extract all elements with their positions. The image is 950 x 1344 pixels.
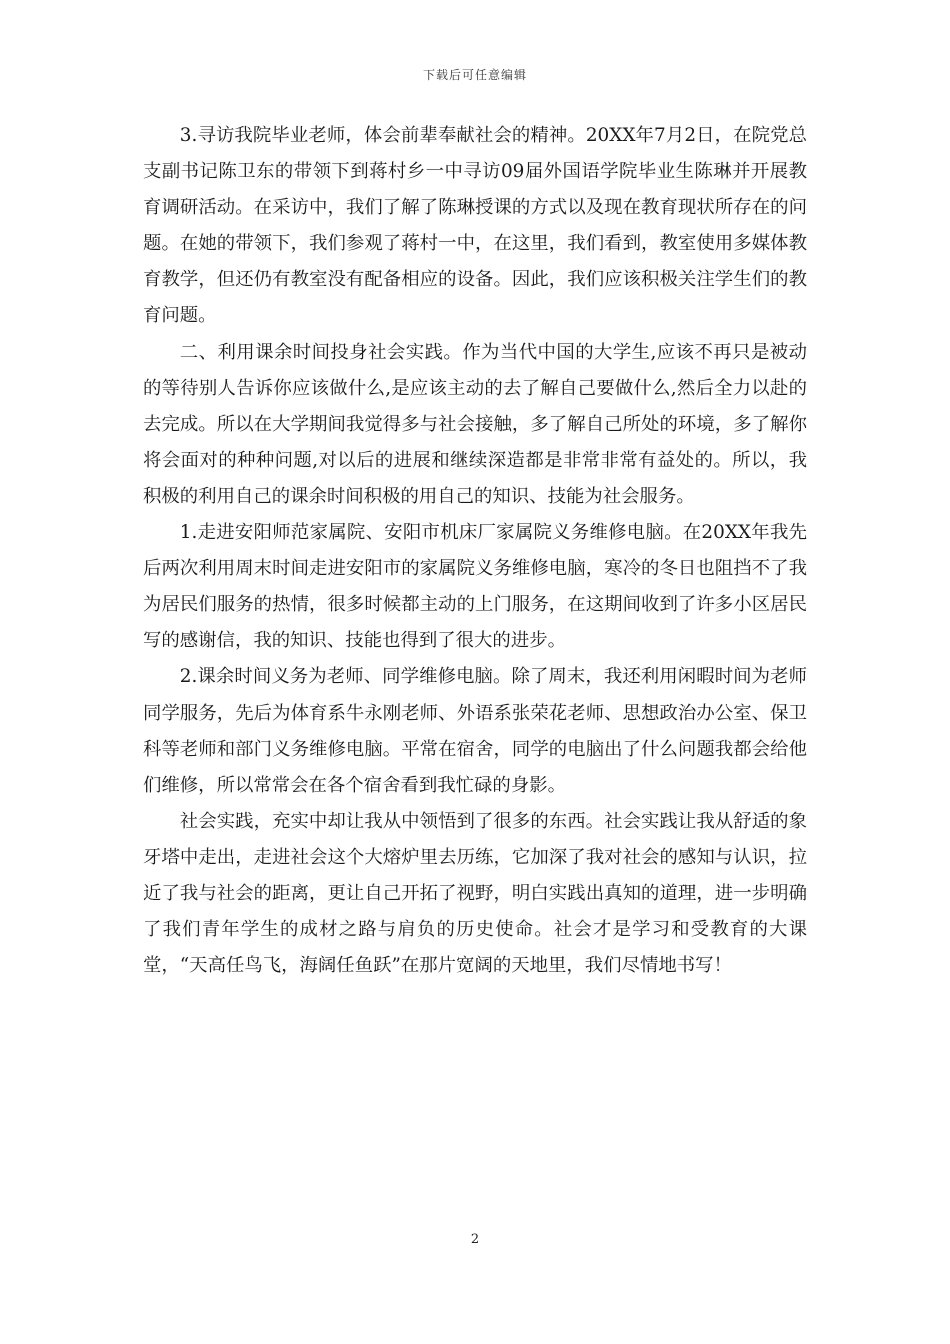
paragraph-conclusion: 社会实践，充实中却让我从中领悟到了很多的东西。社会实践让我从舒适的象牙塔中走出，走进社会这个大熔炉里去历练，它加深了我对社会的感知与认识，拉近了我与社会的距离，更让自己开拓了视野，明白实践出真知的道理，进一步明确了我们青年学生的成材之路与肩负的历史使命。社会才是学习和受教育的大课堂，“天高任鸟飞，海阔任鱼跃”在那片宽阔的天地里，我们尽情地书写！ <box>143 810 807 977</box>
paragraph-visit-graduate: 3.寻访我院毕业老师，体会前辈奉献社会的精神。20XX年7月2日，在院党总支副书记陈卫东的带领下到蒋村乡一中寻访09届外国语学院毕业生陈琳并开展教育调研活动。在采访中，我们了解了陈琳授课的方式以及现在教育现状所存在的问题。在她的带领下，我们参观了蒋村一中，在这里，我们看到，教室使用多媒体教育教学，但还仍有教室没有配备相应的设备。因此，我们应该积极关注学生们的教育问题。 <box>143 125 807 327</box>
page-number: 2 <box>470 1232 480 1247</box>
page-header: 下载后可任意编辑 <box>422 68 527 82</box>
document-body <box>143 118 807 984</box>
paragraph-computer-repair-campus: 2.课余时间义务为老师、同学维修电脑。除了周末，我还利用闲暇时间为老师同学服务，先后为体育系牛永刚老师、外语系张荣花老师、思想政治办公室、保卫科等老师和部门义务维修电脑。平常在宿舍，同学的电脑出了什么问题我都会给他们维修，所以常常会在各个宿舍看到我忙碌的身影。 <box>143 666 807 796</box>
paragraph-social-practice: 二、利用课余时间投身社会实践。作为当代中国的大学生,应该不再只是被动的等待别人告诉你应该做什么,是应该主动的去了解自己要做什么,然后全力以赴的去完成。所以在大学期间我觉得多与社会接触，多了解自己所处的环境，多了解你将会面对的种种问题,对以后的进展和继续深造都是非常非常有益处的。所以，我积极的利用自己的课余时间积极的用自己的知识、技能为社会服务。 <box>143 341 807 507</box>
paragraph-computer-repair-community: 1.走进安阳师范家属院、安阳市机床厂家属院义务维修电脑。在20XX年我先后两次利用周末时间走进安阳市的家属院义务维修电脑，寒冷的冬日也阻挡不了我为居民们服务的热情，很多时候都主动的上门服务，在这期间收到了许多小区居民写的感谢信，我的知识、技能也得到了很大的进步。 <box>143 522 807 652</box>
